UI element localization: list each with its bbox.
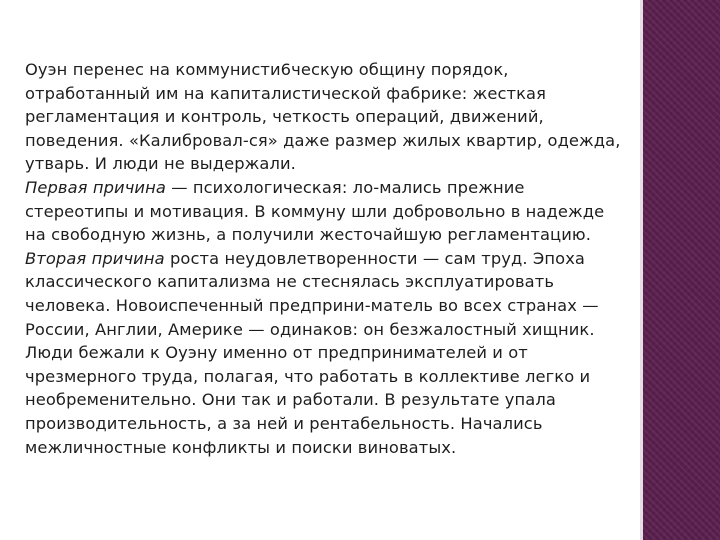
first-reason-label: Первая причина	[25, 177, 166, 197]
paragraph-first-reason	[25, 176, 630, 247]
paragraph-owen-order: Оуэн перенес на коммунисти6ческую общину порядок, отработанный им на капиталистической фабрике: жесткая регламентация и контроль, четкость операций, движений, поведения. «Калибровал-ся» даже размер жилых квартир, одежда, утварь. И люди не выдержали.	[25, 60, 621, 174]
second-reason-label: Вторая причина	[25, 248, 165, 268]
side-band-edge	[640, 0, 643, 540]
first-reason-text: — психологическая: ло-мались прежние стереотипы и мотивация. В коммуну шли добровольно в надежде на свободную жизнь, а получили жесточайшую регламентацию.	[25, 177, 605, 245]
second-reason-text: роста неудовлетворенности — сам труд. Эпоха классического капитализма не стеснялась эксплуатировать человека. Новоиспеченный предприни-матель во всех странах — России, Англии, Америке — одинаков: он безжалостный хищник. Люди бежали к Оуэну именно от предпринимателей и от чрезмерного труда, полагая, что работать в коллективе легко и необременительно. Они так и работали. В результате упала производительность, а за ней и рентабельность. Начались межличностные конфликты и поиски виноватых.	[25, 248, 599, 457]
slide-text-block	[25, 58, 630, 459]
decorative-side-band	[640, 0, 720, 540]
paragraph-second-reason	[25, 247, 630, 459]
